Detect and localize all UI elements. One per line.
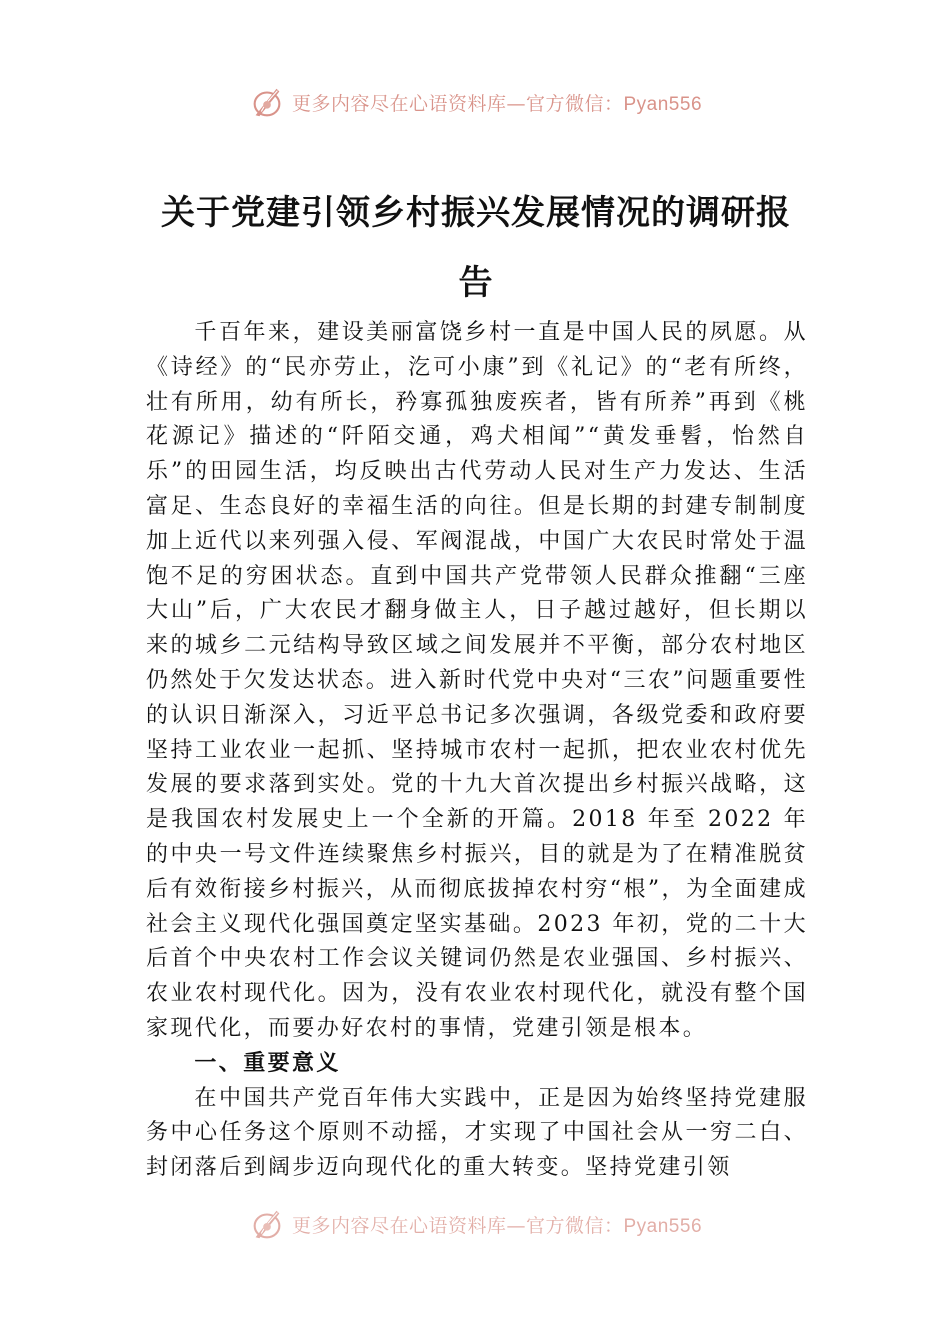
watermark-id: Pyan556 xyxy=(623,93,703,115)
section-heading: 一、重要意义 xyxy=(194,1050,341,1076)
paragraph-significance: 在中国共产党百年伟大实践中，正是因为始终坚持党建服务中心任务这个原则不动摇，才实现了中国社会从一穷二白、封闭落后到阔步迈向现代化的重大转变。坚持党建引领 xyxy=(146,1085,808,1181)
watermark-id: Pyan556 xyxy=(623,1215,703,1237)
watermark-text: 更多内容尽在心语资料库—官方微信：Pyan556 xyxy=(291,1214,703,1237)
quill-logo-icon xyxy=(248,83,286,121)
document-title: 关于党建引领乡村振兴发展情况的调研报告 xyxy=(161,193,791,303)
document-body xyxy=(146,316,808,1186)
watermark-header xyxy=(0,82,950,122)
watermark-text: 更多内容尽在心语资料库—官方微信：Pyan556 xyxy=(291,92,703,115)
watermark-footer xyxy=(0,1204,950,1244)
paragraph-intro: 千百年来，建设美丽富饶乡村一直是中国人民的夙愿。从《诗经》的“民亦劳止，汔可小康”到《礼记》的“老有所终，壮有所用，幼有所长，矜寡孤独废疾者，皆有所养”再到《桃花源记》描述的“阡陌交通，鸡犬相闻”“黄发垂髫，怡然自乐”的田园生活，均反映出古代劳动人民对生产力发达、生活富足、生态良好的幸福生活的向往。但是长期的封建专制制度加上近代以来列强入侵、军阀混战，中国广大农民时常处于温饱不足的穷困状态。直到中国共产党带领人民群众推翻“三座大山”后，广大农民才翻身做主人，日子越过越好，但长期以来的城乡二元结构导致区域之间发展并不平衡，部分农村地区仍然处于欠发达状态。进入新时代党中央对“三农”问题重要性的认识日渐深入，习近平总书记多次强调，各级党委和政府要坚持工业农业一起抓、坚持城市农村一起抓，把农业农村优先发展的要求落到实处。党的十九大首次提出乡村振兴战略，这是我国农村发展史上一个全新的开篇。2018 年至 2022 年的中央一号文件连续聚焦乡村振兴，目的就是为了在精准脱贫后有效衔接乡村振兴，从而彻底拔掉农村穷“根”，为全面建成社会主义现代化强国奠定坚实基础。2023 年初，党的二十大后首个中央农村工作会议关键词仍然是农业强国、乡村振兴、农业农村现代化。因为，没有农业农村现代化，就没有整个国家现代化，而要办好农村的事情，党建引领是根本。 xyxy=(146,320,808,1041)
quill-logo-icon xyxy=(248,1205,286,1243)
